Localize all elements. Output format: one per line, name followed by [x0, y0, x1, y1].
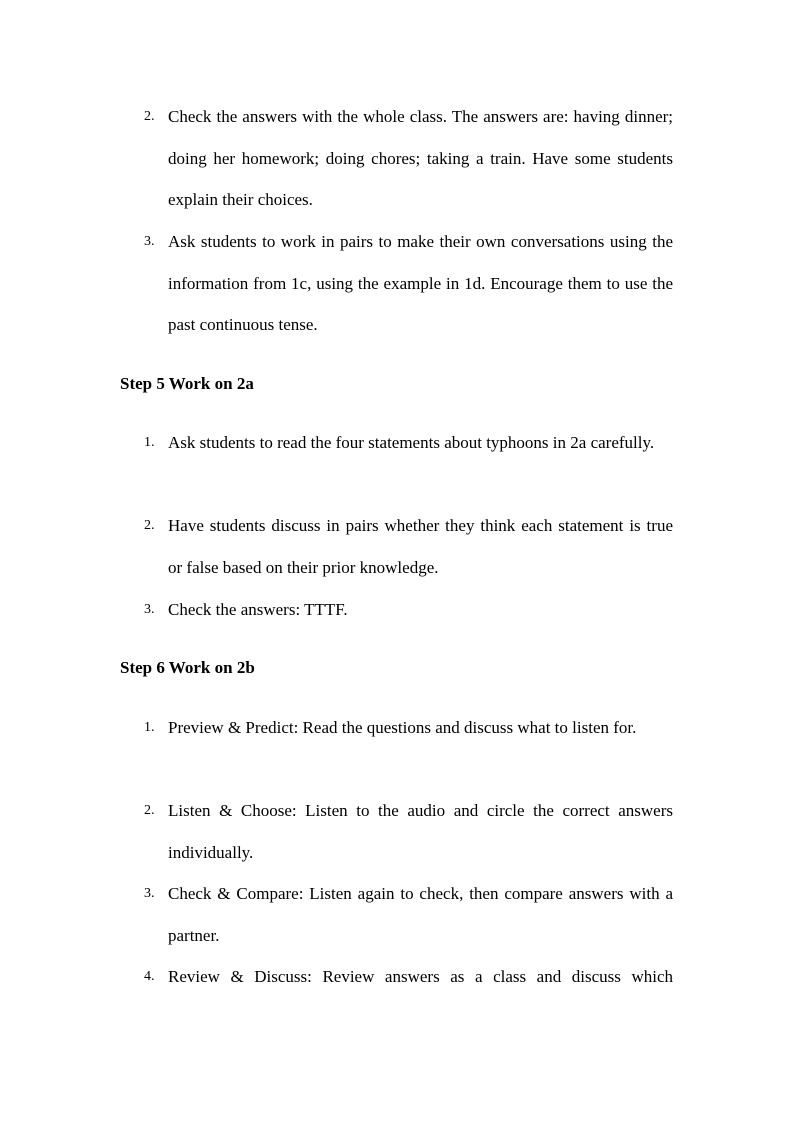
section-heading-step6: Step 6 Work on 2b [120, 658, 255, 677]
list-text: Check the answers with the whole class. The answers are: having dinner; doing her homework; doing chores; taking a train. Have some students explain their choices. [168, 107, 673, 210]
list-text: Check & Compare: Listen again to check, then compare answers with a partner. [168, 884, 673, 945]
list-text: Preview & Predict: Read the questions and discuss what to listen for. [168, 718, 637, 737]
list-number: 1. [144, 720, 155, 735]
section-heading-step5: Step 5 Work on 2a [120, 374, 254, 393]
list-text: Listen & Choose: Listen to the audio and circle the correct answers individually. [168, 801, 673, 862]
list-number: 2. [144, 803, 155, 818]
list-text: Ask students to read the four statements about typhoons in 2a carefully. [168, 433, 655, 452]
list-number: 2. [144, 518, 155, 533]
list-number: 2. [144, 109, 155, 124]
list-text: Ask students to work in pairs to make their own conversations using the information from 1c, using the example in 1d. Encourage them to use the past continuous tense. [168, 232, 673, 335]
list-number: 3. [144, 886, 155, 901]
list-number: 4. [144, 969, 155, 984]
list-text: Check the answers: TTTF. [168, 600, 348, 619]
list-number: 3. [144, 234, 155, 249]
list-number: 3. [144, 602, 155, 617]
list-number: 1. [144, 435, 155, 450]
list-text: Review & Discuss: Review answers as a class and discuss which [168, 967, 673, 986]
list-text: Have students discuss in pairs whether they think each statement is true or false based on their prior knowledge. [168, 516, 673, 577]
